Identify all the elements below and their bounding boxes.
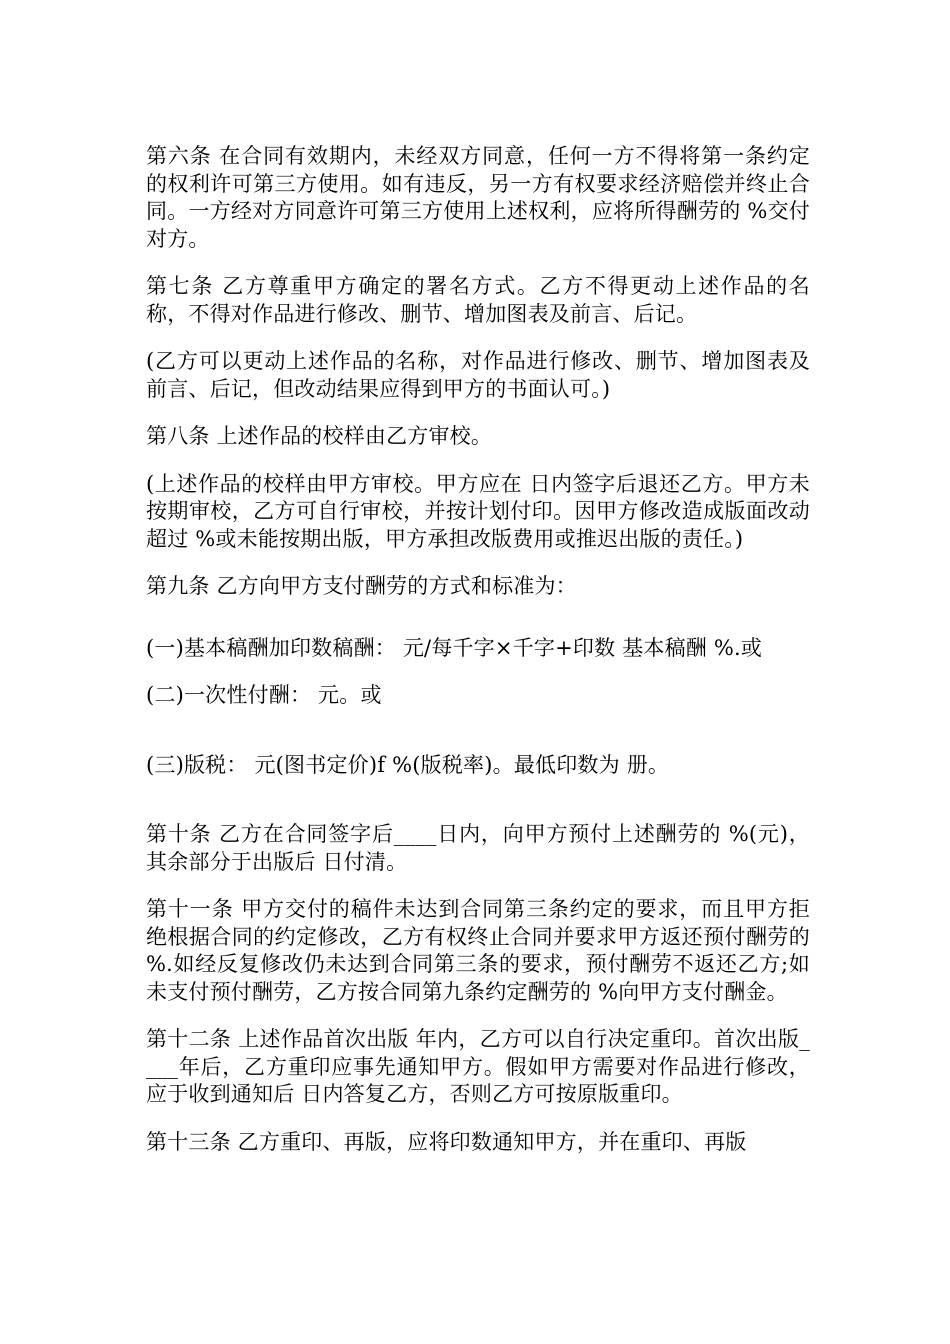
article-8-alternative-paragraph: (上述作品的校样由甲方审校。甲方应在 日内签字后退还乙方。甲方未按期审校，乙方可自行审校，并按计划付印。因甲方修改造成版面改动超过 %或未能按期出版，甲方承担改版费用或推迟出版的责任。)	[146, 471, 810, 551]
article-7-paragraph: 第七条 乙方尊重甲方确定的署名方式。乙方不得更动上述作品的名称，不得对作品进行修改、删节、增加图表及前言、后记。	[146, 274, 810, 326]
article-9-paragraph: 第九条 乙方向甲方支付酬劳的方式和标准为：	[146, 574, 577, 598]
article-10-paragraph: 第十条 乙方在合同签字后____日内，向甲方预付上述酬劳的 %(元)，其余部分于出版后 日付清。	[146, 822, 810, 874]
article-13-paragraph: 第十三条 乙方重印、再版，应将印数通知甲方，并在重印、再版	[146, 1129, 747, 1154]
document-page	[146, 143, 810, 1156]
article-9-option-2: (二)一次性付酬： 元。或	[146, 683, 382, 707]
article-9-option-1: (一)基本稿酬加印数稿酬： 元/每千字×千字+印数 基本稿酬 %.或	[146, 635, 763, 660]
article-7-alternative-paragraph: (乙方可以更动上述作品的名称，对作品进行修改、删节、增加图表及前言、后记，但改动结果应得到甲方的书面认可。)	[146, 349, 810, 401]
article-12-paragraph: 第十二条 上述作品首次出版 年内，乙方可以自行决定重印。首次出版____年后，乙方重印应事先通知甲方。假如甲方需要对作品进行修改，应于收到通知后 日内答复乙方，否则乙方可按原版重印。	[146, 1027, 810, 1106]
article-9-option-3: (三)版税： 元(图书定价)f %(版税率)。最低印数为 册。	[146, 752, 670, 777]
article-6-paragraph: 第六条 在合同有效期内，未经双方同意，任何一方不得将第一条约定的权利许可第三方使用。如有违反，另一方有权要求经济赔偿并终止合同。一方经对方同意许可第三方使用上述权利，应将所得酬劳的 %交付对方。	[146, 144, 810, 251]
article-8-paragraph: 第八条 上述作品的校样由乙方审校。	[146, 424, 493, 448]
article-11-paragraph: 第十一条 甲方交付的稿件未达到合同第三条约定的要求，而且甲方拒绝根据合同的约定修改，乙方有权终止合同并要求甲方返还预付酬劳的 %.如经反复修改仍未达到合同第三条的要求，预付酬劳不返还乙方;如未支付预付酬劳，乙方按合同第九条约定酬劳的 %向甲方支付酬金。	[146, 897, 810, 1004]
